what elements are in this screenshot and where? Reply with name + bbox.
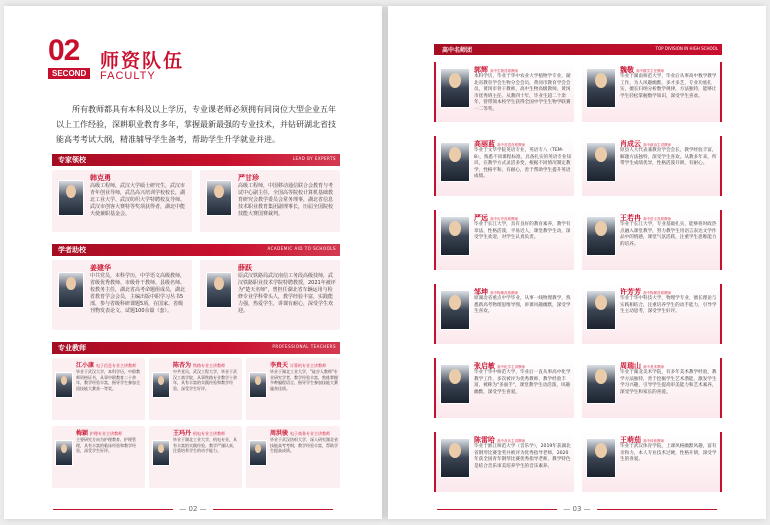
avatar [206,180,232,216]
page-number: — 03 — [388,505,766,513]
card-desc: 毕业于长江大学，具有良好的教育素养，教学有章法，性格活泼，平易近人，课堂教学生动，深受学生欢迎，对学生认真负责。 [474,222,571,241]
teacher-card [582,136,722,196]
expert-card [52,170,192,232]
teacher-card [582,432,722,492]
section-tag: ACADEMIC AID TO SCHOOLS [267,246,336,251]
teacher-card [434,136,574,196]
card-name: 韩克勇 [90,174,111,182]
right-page [388,6,766,519]
expert-card [200,170,340,232]
card-name: 邹坤 高中物理首席教师 [474,288,518,296]
card-name: 陈杏为 铁路专业主讲教师 [173,362,226,369]
teacher-card [246,358,340,420]
teacher-card [434,432,574,492]
card-desc: 原县人大代表兼教育学会会长，教学经验丰富，解题方法独特，深受学生喜欢。从教多年来，所带学生成绩优异，性格活泼开朗，有耐心。 [620,148,717,167]
card-desc: 毕业于文华学院英语专业，英语专八（TEM-8），熟悉不同课程标准，具备扎实的英语专业知识，在教学方式灵活多变，根据不同情况制定教学，性格平和，有耐心，善于帮助学生提升英语成绩。 [474,148,572,180]
teacher-card [52,358,145,420]
teacher-card [434,284,574,344]
avatar [152,372,170,398]
intro-paragraph: 所有教师都具有本科及以上学历，专业课老师必须拥有同岗位大型企业五年以上工作经验，深耕职业教育多年，掌握最新最强的专业技术，并钻研湖北省技能高考考试大纲，精准辅导学生备考，帮助学生升学就业并进。 [56,105,336,144]
avatar [440,364,470,404]
avatar [440,438,470,478]
avatar [586,438,616,478]
avatar [586,68,616,108]
avatar [586,142,616,182]
avatar [586,216,616,256]
teacher-card [149,426,242,488]
section-bar-teachers [52,342,340,354]
teacher-card [582,358,722,418]
section-tag: PROFESSIONAL TEACHERS [272,344,336,349]
teacher-card [149,358,242,420]
section-number: 02 [48,34,80,67]
card-desc: 毕业于湖北工业大学，机电专业，具有丰富的实践经验，教学严谨认真，注重培养学生的动手能力。 [173,437,237,453]
section-label: 专家领校 [58,156,86,164]
teacher-card [582,210,722,270]
card-name: 王萌茄 高中体育教师 [620,436,664,444]
avatar [55,440,73,466]
section-tag: TOP DIVISION IN HIGH SCHOOL [655,46,718,51]
card-desc: 毕业于湖南师范大学，毕业后从事高中数学教学工作，为人风趣幽默，多才多艺，专业功底扎实，擅长归纳分析数学规律，方法独特，能够让学生轻松掌握数学知识，深受学生喜欢。 [620,74,717,99]
avatar [586,364,616,404]
page-title: 师资队伍 [100,50,185,72]
teacher-card [582,62,722,122]
card-desc: 毕业于长江大学，专业基础扎实，能够将时政热点融入课堂教学，努力教学生用语言表达文学作品中的情感，课堂气氛活跃，注重学生思维能力的培养。 [620,222,717,247]
card-desc: 原武汉铁路局武汉南信工务段高级技师，武汉铁路职业技术学院特聘教授，2021年被评为"楚天名师"，曾担任湖北省车辆运用与检修专业学科带头人，教学经验丰富，实践能力强，热爱学生，讲课有耐心，深受学生欢迎。 [238,273,336,314]
card-desc: 主要研究方向为护理教育、护理管理，具有丰富的临床经验和教学经验，深受学生好评。 [76,437,136,453]
teacher-card [434,210,574,270]
card-desc: 毕业于武汉大学，本科学历，中职教师资格证书，从事中职教育二十余年，教学经验丰富，指导学生参加全国技能大赛获一等奖。 [76,369,140,391]
card-name: 王玛丹 机电专业主讲教师 [173,430,226,437]
card-desc: 毕业于湖北美术学院，有多年美术教学经验，教学方法独特，善于挖掘学生艺术潜能，激发学生学习兴趣，引导学生提高审美能力和艺术素养，深受学生和家长的喜爱。 [620,370,717,395]
card-name: 郭辉 高中生物首席教师 [474,66,518,74]
card-name: 许芳芳 高中物理首席教师 [620,288,671,296]
avatar [58,272,84,308]
avatar [249,372,267,398]
section-bar-scholars [52,244,340,256]
card-desc: 毕业于湖北工业大学，"硅谷人教师"专业研究学者，教学经验丰富，熟练掌握多种编程语言，指导学生参加技能大赛屡获佳绩。 [270,369,338,391]
card-name: 江小康 电子信息专业主讲教师 [76,362,137,369]
section-bar-experts [52,154,340,166]
card-desc: 原湖北省重点中学毕业，从事一线物理教学，熟悉新高考物理思维导图，讲课风趣幽默，深受学生喜欢。 [474,296,571,315]
avatar [440,68,470,108]
avatar [55,372,73,398]
avatar [440,216,470,256]
card-name: 姜建华 [90,264,111,272]
avatar [586,290,616,330]
card-desc: 毕业于浙江师范大学（音乐学），2019年获湖北省钢琴比赛金奖并被评为优秀指导老师，2020年获全国青年钢琴比赛优秀指导老师，教学特色是结合音乐审美培养学生的音乐素养。 [474,444,571,469]
card-name: 陈雷哈 高中音乐主讲教师 [474,436,525,444]
avatar [58,180,84,216]
card-desc: 毕业于华中师范大学，毕业后一直从事高中化学教学工作，多次被评为优秀教师，教学经验丰富，被称为"多面手"，课堂教学生动活泼，风趣幽默，深受学生喜爱。 [474,370,571,395]
card-desc: 毕业于武汉纺织大学，深入研究湖北省技能高考考纲，教学经验丰富，帮助学生提高成绩。 [270,437,338,453]
avatar [206,272,232,308]
section-label: 学者助校 [58,246,86,254]
card-desc: 毕业于武汉体育学院，上课风格幽默风趣，富有亲和力，本人专业技术过硬，性格开朗，深受学生的喜爱。 [620,444,717,463]
teacher-card [582,284,722,344]
card-name: 严远 高中历史首席教师 [474,214,518,222]
avatar [152,440,170,466]
card-desc: 本科学历，毕业于华中农业大学植物学专业，湖北省教育学会生物分会会员，黄冈市教育学会会员，黄冈市骨干教师，高中生物高级教师，黄冈市优秀班主任。从教四十年，毕业生超二十余年，曾带领本校学生获得全国中学生生物学联赛一二等奖。 [474,74,571,112]
card-name: 肖成云 高中政治主讲教师 [620,140,671,148]
avatar [440,290,470,330]
card-desc: 毕业于华中科技大学，物理学专业，擅长理论与实践相结合，注重培养学生的动手能力，引导学生主动思考，深受学生好评。 [620,296,717,315]
page-number: — 02 — [4,505,382,513]
scholar-card [52,260,192,330]
page-subtitle: FACULTY [100,70,156,82]
card-desc: 高级工程师，武汉大学硕士研究生，武汉市青年创业导师，武昌高兴培训学校校长，湖北工业大学、武汉纺织大学特聘校友导师、武汉市创客大赛特等奖项获得者，湖北中能天使兼职基金会。 [90,183,186,217]
card-name: 梅颖 护理专业主讲教师 [76,430,123,437]
teacher-card [246,426,340,488]
card-name: 王若冉 高中语文首席教师 [620,214,671,222]
teacher-card [52,426,145,488]
card-name: 魏敬 高中数学主任教师 [620,66,664,74]
section-label: 专业教师 [58,344,86,352]
scholar-card [200,260,340,330]
avatar [249,440,267,466]
section-ordinal: SECOND [48,68,90,79]
teacher-card [434,62,574,122]
card-name: 薛跃 [238,264,252,272]
section-tag: LEAD BY EXPERTS [292,156,336,161]
teacher-card [434,358,574,418]
card-name: 周瑞山 高中美术教师 [620,362,664,370]
avatar [440,142,470,182]
card-name: 高丽蓝 高中英语首席教师 [474,140,525,148]
section-bar-high-school [434,44,722,55]
card-desc: 高级工程师，中国移动通信联合会教育与考试中心副主任，全国高等院校计算机基础教育研究会教学委员会常务理事，湖北省信息技术职业教育集团副理事长，历届全国院校技能大赛国赛裁判。 [238,183,334,217]
card-name: 张启敏 高中化学主讲教师 [474,362,525,370]
left-page [4,6,382,519]
card-name: 李贵天 计算机专业主讲教师 [270,362,327,369]
card-name: 周洪骏 电子商务专业主讲教师 [270,430,331,437]
card-desc: 中共党员，武汉工程大学，毕业于武汉工商学院，从事铁路专业教学十余年，具有丰富的实践经验和教学经验，深受学生好评。 [173,369,237,391]
section-label: 高中名师团 [442,47,473,54]
card-desc: 中共党员，本科学历，中学语文高级教师，省级优秀教师、市级骨干教师、县级名师、校教务主任，湖北省高考命题组成员，湖北省教育学会会员，主编出版中职学习丛书5部，参与省级科研课题5项，在国家、省级刊物发表论文、试题100余篇（套）。 [90,273,186,314]
card-name: 严甘珍 [238,174,259,182]
